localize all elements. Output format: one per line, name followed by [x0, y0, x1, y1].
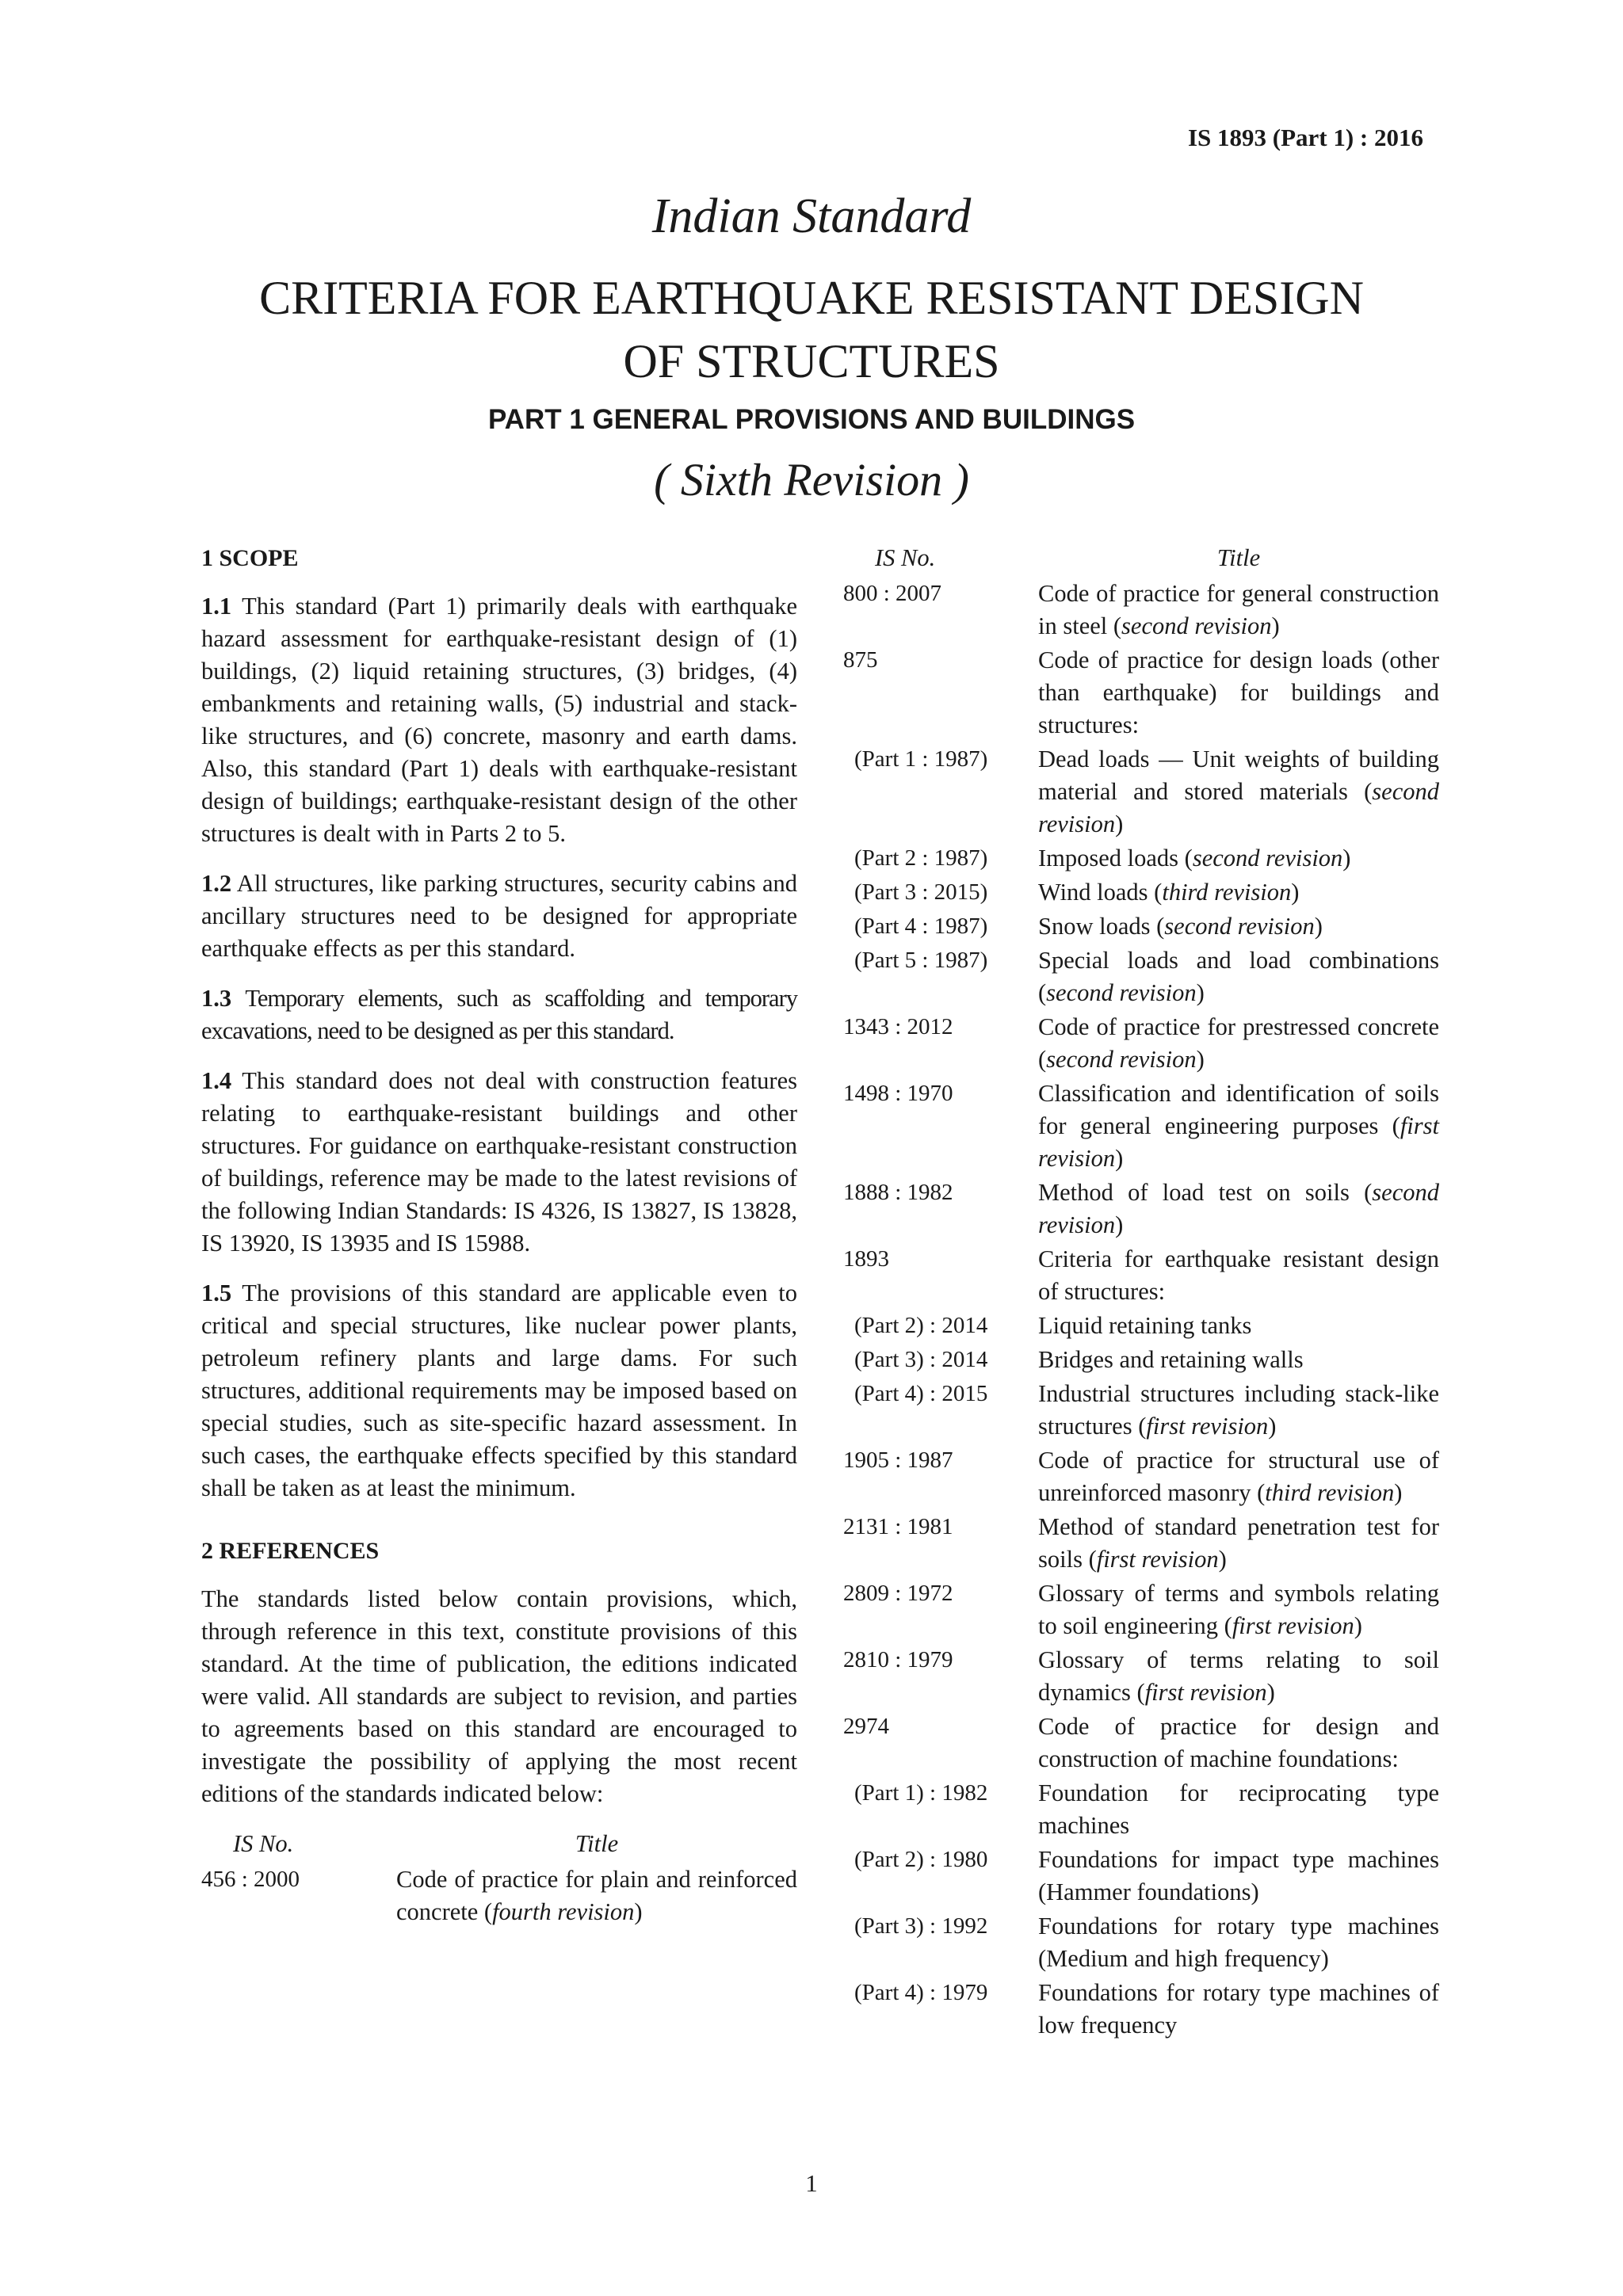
clause-number: 1.4: [201, 1067, 232, 1094]
clause-text: This standard does not deal with construction features relating to earthquake-resistant buildings and other structures. For guidance on earthquake-resistant construction of buildings, reference may be made to the latest revisions of the following Indian Standards: IS 4326, IS 13827, IS 13828, IS 13920, IS 13935 and IS 15988.: [201, 1067, 797, 1257]
reference-number: (Part 5 : 1987): [854, 948, 988, 973]
reference-number: (Part 4 : 1987): [854, 913, 988, 939]
reference-number: 2131 : 1981: [843, 1514, 953, 1539]
reference-title: Glossary of terms relating to soil dynamics (first revision): [1038, 1646, 1439, 1706]
revision-label: ( Sixth Revision ): [654, 454, 969, 505]
left-column: [201, 542, 797, 1930]
document-title: [0, 266, 1623, 393]
reference-row: [843, 1910, 1439, 1975]
reference-title-text: Classification and identification of soils for general engineering purposes: [1038, 1080, 1439, 1139]
reference-number: 456 : 2000: [201, 1867, 300, 1892]
reference-number: 2810 : 1979: [843, 1647, 953, 1672]
reference-revision: third revision: [1162, 879, 1292, 906]
scope-para: [201, 982, 797, 1047]
reference-number: 2974: [843, 1714, 889, 1739]
clause-text: The provisions of this standard are applicable even to critical and special structures, like nuclear power plants, petroleum refinery plants and large dams. For such structures, additional requirements may be imposed based on special studies, such as site-specific hazard assessment. In such cases, the earthquake effects specified by this standard shall be taken as at least the minimum.: [201, 1280, 797, 1501]
reference-revision: fourth revision: [492, 1898, 635, 1925]
title-line-1: CRITERIA FOR EARTHQUAKE RESISTANT DESIGN: [259, 272, 1364, 324]
reference-revision: second revision: [1192, 845, 1343, 871]
clause-number: 1.2: [201, 870, 232, 897]
reference-revision: second revision: [1164, 913, 1315, 940]
reference-row: [843, 1378, 1439, 1443]
reference-row: [843, 1844, 1439, 1909]
reference-title-text: Glossary of terms and symbols relating to soil engineering: [1038, 1580, 1439, 1639]
column-header-isno: IS No.: [875, 544, 936, 571]
reference-number: 1498 : 1970: [843, 1081, 953, 1106]
reference-number: (Part 2 : 1987): [854, 845, 988, 871]
reference-title-text: Wind loads: [1038, 879, 1148, 906]
reference-number: (Part 4) : 1979: [854, 1980, 988, 2005]
reference-list-left: [201, 1863, 797, 1928]
reference-row: [843, 1077, 1439, 1175]
reference-title-text: Code of practice for plain and reinforced concrete: [396, 1866, 797, 1925]
clause-text: This standard (Part 1) primarily deals with earthquake hazard assessment for earthquake-resistant design of (1) buildings, (2) liquid retaining structures, (3) bridges, (4) embankments and retaining walls, (5) industrial and stack-like structures, and (6) concrete, masonry and earth dams. Also, this standard (Part 1) deals with earthquake-resistant design of buildings; earthquake-resistant design of the other structures is dealt with in Parts 2 to 5.: [201, 593, 797, 847]
reference-row: [843, 944, 1439, 1009]
clause-text: Temporary elements, such as scaffolding and temporary excavations, need to be designed as per this standard.: [201, 985, 797, 1044]
reference-number: (Part 2) : 1980: [854, 1847, 988, 1872]
reference-title: [1038, 1977, 1439, 2042]
reference-number: 1905 : 1987: [843, 1447, 953, 1473]
reference-title-text: Code of practice for prestressed concrete: [1038, 1013, 1439, 1040]
reference-title: Classification and identification of soils for general engineering purposes (first revision): [1038, 1080, 1439, 1172]
reference-title: [1038, 1310, 1439, 1342]
reference-row: [843, 1777, 1439, 1842]
clause-number: 1.3: [201, 985, 232, 1012]
reference-title-text: Snow loads: [1038, 913, 1151, 940]
reference-revision: first revision: [1146, 1413, 1269, 1440]
reference-row: [843, 1511, 1439, 1576]
reference-title: Snow loads (second revision): [1038, 913, 1323, 940]
reference-revision: second revision: [1046, 979, 1197, 1006]
scope-para: [201, 1065, 797, 1260]
clause-number: 1.1: [201, 593, 232, 620]
reference-row: [201, 1863, 797, 1928]
reference-title-text: Foundations for impact type machines (Hammer foundations): [1038, 1846, 1439, 1905]
reference-row: [843, 1711, 1439, 1775]
reference-revision: third revision: [1265, 1479, 1395, 1506]
reference-table-header: [201, 1828, 797, 1860]
reference-number: (Part 3 : 2015): [854, 879, 988, 905]
reference-title-text: Dead loads — Unit weights of building material and stored materials: [1038, 746, 1439, 805]
clause-number: 1.5: [201, 1280, 232, 1306]
reference-title-text: Bridges and retaining walls: [1038, 1346, 1304, 1373]
reference-title: Code of practice for structural use of unreinforced masonry (third revision): [1038, 1447, 1439, 1506]
scope-heading: 1 SCOPE: [201, 545, 299, 571]
reference-title: Code of practice for general construction in steel (second revision): [1038, 580, 1439, 639]
reference-title-text: Glossary of terms relating to soil dynamics: [1038, 1646, 1439, 1706]
reference-revision: second revision: [1038, 1179, 1439, 1238]
reference-revision: first revision: [1038, 1112, 1439, 1172]
reference-title: Imposed loads (second revision): [1038, 845, 1351, 871]
reference-row: [843, 1644, 1439, 1709]
scope-para: [201, 868, 797, 965]
reference-title: [1038, 1344, 1439, 1376]
reference-title: [1038, 1910, 1439, 1975]
standard-label: Indian Standard: [651, 189, 972, 243]
reference-title-text: Special loads and load combinations: [1038, 947, 1439, 974]
title-line-2: OF STRUCTURES: [623, 335, 1000, 387]
reference-row: [843, 1444, 1439, 1509]
reference-title: [1038, 1777, 1439, 1842]
reference-number: 800 : 2007: [843, 581, 942, 606]
reference-title-text: Code of practice for general construction in steel: [1038, 580, 1439, 639]
reference-title: Glossary of terms and symbols relating to soil engineering (first revision): [1038, 1580, 1439, 1639]
reference-title: Code of practice for prestressed concrete (second revision): [1038, 1013, 1439, 1073]
reference-revision: second revision: [1038, 778, 1439, 837]
reference-title-text: Code of practice for design loads (other than earthquake) for buildings and structures:: [1038, 646, 1439, 738]
reference-title-text: Method of load test on soils: [1038, 1179, 1350, 1206]
clause-text: All structures, like parking structures, security cabins and ancillary structures need to be designed for appropriate earthquake effects as per this standard.: [201, 870, 797, 962]
reference-title: Method of standard penetration test for soils (first revision): [1038, 1513, 1439, 1573]
reference-number: 1888 : 1982: [843, 1180, 953, 1205]
reference-title: [1038, 644, 1439, 742]
reference-row: [843, 1977, 1439, 2042]
column-header-isno: IS No.: [233, 1830, 294, 1857]
reference-title-text: Criteria for earthquake resistant design of structures:: [1038, 1245, 1439, 1305]
reference-number: 875: [843, 647, 878, 673]
reference-title: Code of practice for plain and reinforced concrete (fourth revision): [396, 1866, 797, 1925]
reference-row: [843, 1310, 1439, 1342]
reference-number: 1343 : 2012: [843, 1014, 953, 1039]
reference-title-text: Imposed loads: [1038, 845, 1179, 871]
reference-revision: second revision: [1121, 612, 1272, 639]
reference-row: [843, 743, 1439, 841]
document-code: IS 1893 (Part 1) : 2016: [1187, 124, 1423, 151]
reference-title-text: Method of standard penetration test for soils: [1038, 1513, 1439, 1573]
reference-title: Wind loads (third revision): [1038, 879, 1300, 906]
reference-revision: first revision: [1144, 1679, 1267, 1706]
reference-title-text: Liquid retaining tanks: [1038, 1312, 1252, 1339]
reference-row: [843, 578, 1439, 643]
reference-row: [843, 1243, 1439, 1308]
reference-row: [843, 1344, 1439, 1376]
right-column: [843, 542, 1439, 2043]
reference-number: (Part 3) : 1992: [854, 1913, 988, 1939]
reference-title-text: Foundation for reciprocating type machines: [1038, 1779, 1439, 1839]
reference-number: (Part 1) : 1982: [854, 1780, 988, 1806]
reference-number: (Part 4) : 2015: [854, 1381, 988, 1406]
reference-row: [843, 644, 1439, 742]
reference-title-text: Foundations for rotary type machines of low frequency: [1038, 1979, 1439, 2039]
reference-title: Dead loads — Unit weights of building material and stored materials (second revision): [1038, 746, 1439, 837]
reference-row: [843, 876, 1439, 909]
scope-para: [201, 590, 797, 850]
reference-revision: first revision: [1096, 1546, 1219, 1573]
reference-title: Method of load test on soils (second revision): [1038, 1179, 1439, 1238]
reference-title-text: Code of practice for design and construction of machine foundations:: [1038, 1713, 1439, 1772]
reference-title-text: Foundations for rotary type machines (Medium and high frequency): [1038, 1913, 1439, 1972]
reference-title: Industrial structures including stack-like structures (first revision): [1038, 1380, 1439, 1440]
reference-revision: second revision: [1046, 1046, 1197, 1073]
reference-row: [843, 1011, 1439, 1076]
column-header-title: Title: [575, 1830, 619, 1857]
reference-title-text: Code of practice for structural use of unreinforced masonry: [1038, 1447, 1439, 1506]
reference-row: [843, 910, 1439, 943]
reference-revision: first revision: [1232, 1612, 1354, 1639]
references-heading: 2 REFERENCES: [201, 1538, 380, 1564]
reference-title: Special loads and load combinations (second revision): [1038, 947, 1439, 1006]
reference-table-header: [843, 542, 1439, 574]
references-intro: The standards listed below contain provisions, which, through reference in this text, constitute provisions of this standard. At the time of publication, the editions indicated were valid. All standards are subject to revision, and parties to agreements based on this standard are encouraged to investigate the possibility of applying the most recent editions of the standards indicated below:: [201, 1585, 797, 1807]
reference-number: (Part 2) : 2014: [854, 1313, 988, 1338]
reference-title: [1038, 1711, 1439, 1775]
column-header-title: Title: [1216, 544, 1261, 571]
reference-number: 1893: [843, 1246, 889, 1272]
scope-para: [201, 1277, 797, 1505]
reference-title-text: Industrial structures including stack-like structures: [1038, 1380, 1439, 1440]
reference-number: 2809 : 1972: [843, 1581, 953, 1606]
reference-row: [843, 1577, 1439, 1642]
reference-title: [1038, 1844, 1439, 1909]
reference-number: (Part 3) : 2014: [854, 1347, 988, 1372]
page-number: 1: [805, 2169, 818, 2197]
reference-title: [1038, 1243, 1439, 1308]
reference-row: [843, 842, 1439, 875]
part-title: PART 1 GENERAL PROVISIONS AND BUILDINGS: [487, 404, 1136, 435]
reference-number: (Part 1 : 1987): [854, 746, 988, 772]
reference-list-right: [843, 578, 1439, 2042]
reference-row: [843, 1177, 1439, 1241]
